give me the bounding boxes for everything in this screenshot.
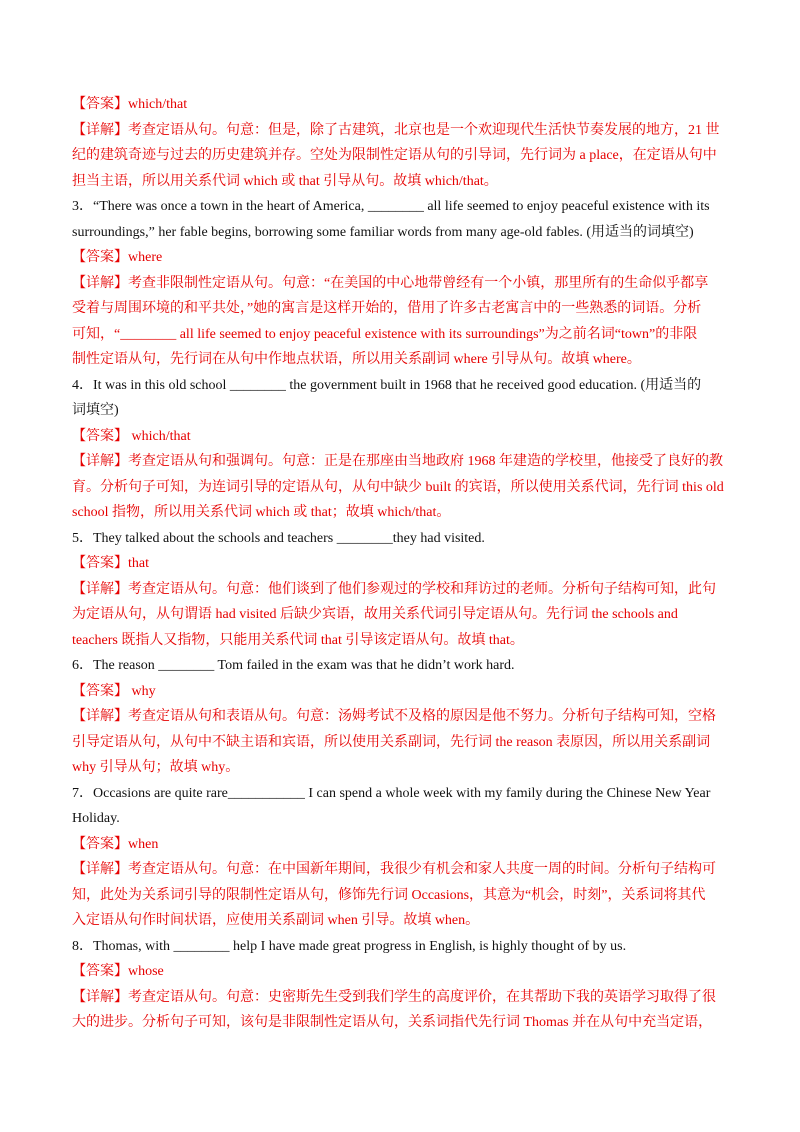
answer-line: 大的进步。分析句子可知，该句是非限制性定语从句，关系词指代先行词 Thomas 并在从句中充当定语， <box>72 1015 713 1030</box>
question-line: 5．They talked about the schools and teachers ________they had visited. <box>72 530 485 546</box>
question-line: 8．Thomas, with ________ help I have made great progress in English, is highly thought of by us. <box>72 938 627 954</box>
answer-line: 【答案】where <box>72 250 163 265</box>
question-line: 词填空) <box>72 403 119 418</box>
question-line: 6．The reason ________ Tom failed in the exam was that he didn’t work hard. <box>72 658 515 673</box>
answer-line: 【详解】考查非限制性定语从句。句意：“在美国的中心地带曾经有一个小镇，那里所有的生命似乎都享 <box>72 275 709 291</box>
answer-line: 引导定语从句，从句中不缺主语和宾语，所以使用关系副词，先行词 the reason 表原因，所以用关系副词 <box>72 734 711 750</box>
answer-line: 可知，“________ all life seemed to enjoy peaceful existence with its surroundings”为之前名词“town”的非限 <box>72 326 698 342</box>
answer-line: 【详解】考查定语从句。句意：在中国新年期间，我很少有机会和家人共度一周的时间。分析句子结构可 <box>72 862 716 877</box>
answer-line: 【答案】whose <box>72 964 164 979</box>
answer-line: 【详解】考查定语从句。句意：但是，除了古建筑，北京也是一个欢迎现代生活快节奏发展的地方，21 世 <box>72 122 720 138</box>
answer-line: 【答案】 why <box>72 683 156 699</box>
question-line: 4．It was in this old school ________ the government built in 1968 that he received good education. (用适当的 <box>72 377 702 393</box>
answer-line: 【详解】考查定语从句和表语从句。句意：汤姆考试不及格的原因是他不努力。分析句子结构可知，空格 <box>72 709 716 724</box>
answer-line: 受着与周围环境的和平共处，”她的寓言是这样开始的，借用了许多古老寓言中的一些熟悉的词语。分析 <box>72 301 702 316</box>
answer-line: 【详解】考查定语从句和强调句。句意：正是在那座由当地政府 1968 年建造的学校里，他接受了良好的教 <box>72 454 723 469</box>
answer-line: 【详解】考查定语从句。句意：他们谈到了他们参观过的学校和拜访过的老师。分析句子结构可知，此句 <box>72 581 716 597</box>
answer-line: 纪的建筑奇迹与过去的历史建筑并存。空处为限制性定语从句的引导词，先行词为 a place，在定语从句中 <box>72 148 717 163</box>
answer-line: 【答案】which/that <box>72 97 188 112</box>
question-line: 7．Occasions are quite rare___________ I can spend a whole week with my family during the Chinese New Year <box>72 785 711 801</box>
question-line: Holiday. <box>72 811 120 826</box>
answer-line: 知，此处为关系词引导的限制性定语从句，修饰先行词 Occasions，其意为“机会，时刻”，关系词将其代 <box>72 887 706 903</box>
document-page <box>72 92 728 1036</box>
answer-line: 【答案】 which/that <box>72 428 191 444</box>
answer-line: why 引导从句；故填 why。 <box>72 760 240 775</box>
answer-line: teachers 既指人又指物，只能用关系代词 that 引导该定语从句。故填 that。 <box>72 632 524 648</box>
answer-line: 【答案】when <box>72 836 159 852</box>
answer-line: 【答案】that <box>72 556 149 571</box>
question-line: surroundings,” her fable begins, borrowing some familiar words from many age-old fables. (用适当的词填空) <box>72 224 694 240</box>
answer-line: 担当主语，所以用关系代词 which 或 that 引导从句。故填 which/that。 <box>72 173 498 189</box>
question-line: 3．“There was once a town in the heart of America, ________ all life seemed to enjoy peaceful existence with its <box>72 199 710 214</box>
answer-line: 为定语从句，从句谓语 had visited 后缺少宾语，故用关系代词引导定语从句。先行词 the schools and <box>72 607 678 622</box>
answer-line: 入定语从句作时间状语，应使用关系副词 when 引导。故填 when。 <box>72 913 480 928</box>
answer-line: 制性定语从句，先行词在从句中作地点状语，所以用关系副词 where 引导从句。故填 where。 <box>72 352 641 367</box>
answer-line: 【详解】考查定语从句。句意：史密斯先生受到我们学生的高度评价，在其帮助下我的英语学习取得了很 <box>72 989 716 1005</box>
answer-line: 育。分析句子可知，为连词引导的定语从句，从句中缺少 built 的宾语，所以使用关系代词，先行词 this old <box>72 479 724 495</box>
answer-line: school 指物，所以用关系代词 which 或 that；故填 which/that。 <box>72 505 451 520</box>
